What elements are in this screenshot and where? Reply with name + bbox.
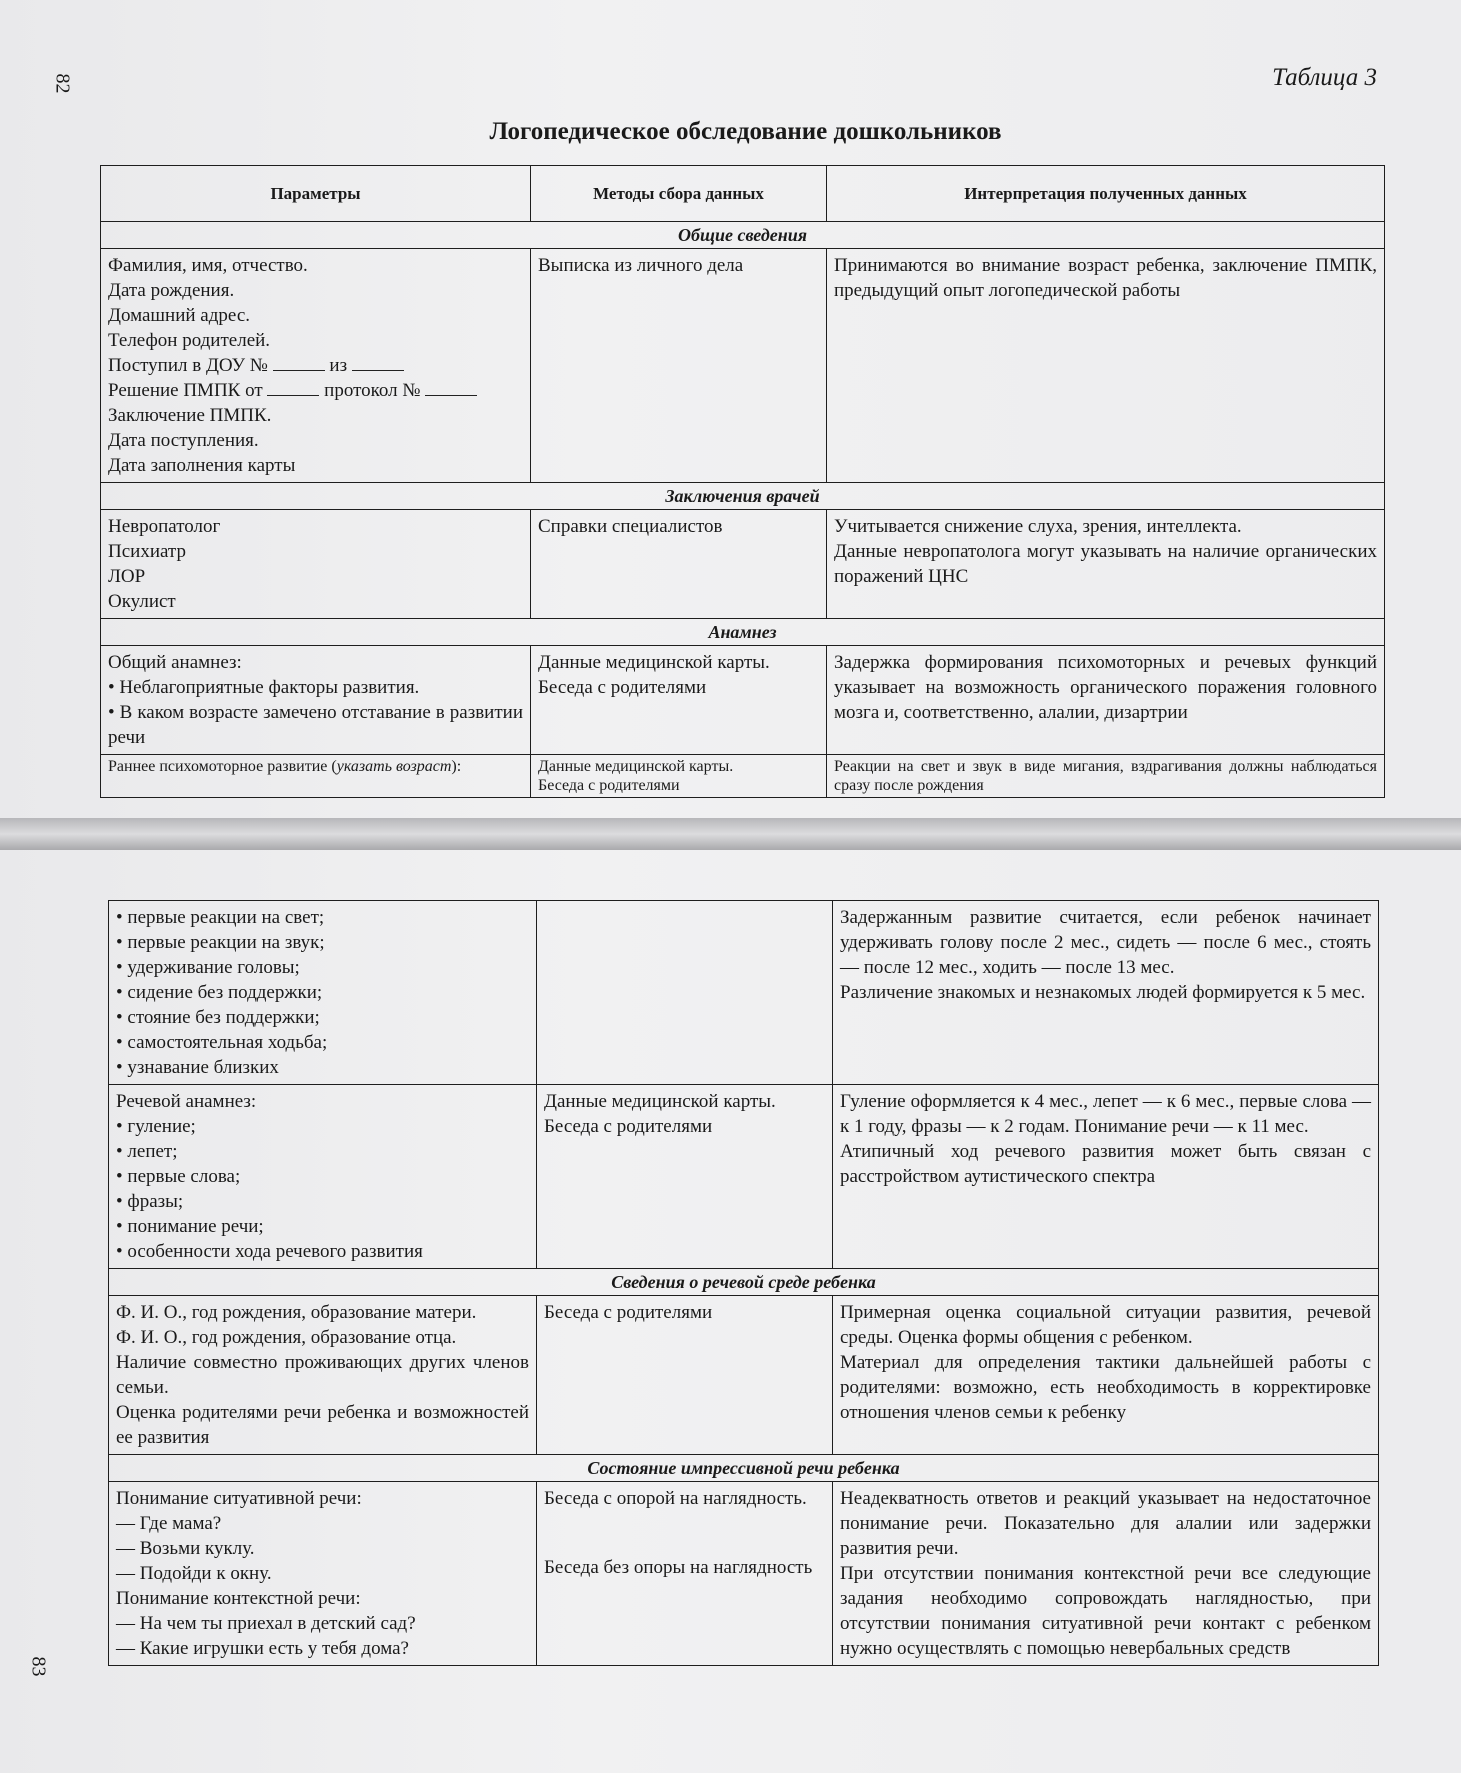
section-row-impressive-speech: Состояние импрессивной речи ребенка: [109, 1455, 1379, 1482]
blank-line: [267, 381, 319, 396]
assessment-table-part-1: [100, 165, 1385, 798]
column-header-methods: Методы сбора данных: [531, 166, 827, 222]
doctors-params-cell: Невропатолог Психиатр ЛОР Окулист: [101, 510, 531, 619]
page-82: [0, 0, 1461, 818]
early-motor-params-cell: Раннее психомоторное развитие (указать возраст):: [101, 755, 531, 798]
speech-anamnesis-method-cell: Данные медицинской карты. Беседа с родителями: [537, 1085, 833, 1269]
page-number: 83: [27, 1656, 50, 1677]
document-title: Логопедическое обследование дошкольников: [489, 118, 1002, 145]
early-motor-cont-method-cell: [537, 901, 833, 1085]
blank-line: [352, 356, 404, 371]
general-interp-cell: Принимаются во внимание возраст ребенка, заключение ПМПК, предыдущий опыт логопедической работы: [827, 249, 1385, 483]
column-header-parameters: Параметры: [101, 166, 531, 222]
speech-anamnesis-params-cell: Речевой анамнез: • гуление; • лепет; • первые слова; • фразы; • понимание речи; • особенности хода речевого развития: [109, 1085, 537, 1269]
table-row: [109, 1296, 1379, 1455]
column-header-interpretation: Интерпретация полученных данных: [827, 166, 1385, 222]
table-row: [101, 646, 1385, 755]
impressive-method-cell: Беседа с опорой на наглядность. Беседа без опоры на наглядность: [537, 1482, 833, 1666]
table-row: [101, 755, 1385, 798]
table-row: [109, 1482, 1379, 1666]
early-motor-cont-params-cell: • первые реакции на свет; • первые реакции на звук; • удерживание головы; • сидение без поддержки; • стояние без поддержки; • самостоятельная ходьба; • узнавание близких: [109, 901, 537, 1085]
general-anamnesis-interp-cell: Задержка формирования психомоторных и речевых функций указывает на возможность органического поражения головного мозга и, соответственно, алалии, дизартрии: [827, 646, 1385, 755]
early-motor-method-cell: Данные медицинской карты. Беседа с родителями: [531, 755, 827, 798]
table-row: [101, 510, 1385, 619]
blank-line: [425, 381, 477, 396]
early-motor-cont-interp-cell: Задержанным развитие считается, если ребенок начинает удерживать голову после 2 мес., сидеть — после 6 мес., стоять — после 12 мес., ходить — после 13 мес. Различение знакомых и незнакомых людей формируется к 5 мес.: [833, 901, 1379, 1085]
section-row-general: Общие сведения: [101, 222, 1385, 249]
table-caption: Таблица 3: [1272, 64, 1377, 91]
table-row: [109, 1085, 1379, 1269]
general-method-cell: Выписка из личного дела: [531, 249, 827, 483]
speech-env-interp-cell: Примерная оценка социальной ситуации развития, речевой среды. Оценка формы общения с ребенком. Материал для определения тактики дальнейшей работы с родителями: возможно, есть необходимость в корректировке отношения членов семьи к ребенку: [833, 1296, 1379, 1455]
section-row-speech-env: Сведения о речевой среде ребенка: [109, 1269, 1379, 1296]
table-row: [101, 249, 1385, 483]
general-anamnesis-params-cell: Общий анамнез: • Неблагоприятные факторы развития. • В каком возрасте замечено отставание в развитии речи: [101, 646, 531, 755]
doctors-interp-cell: Учитывается снижение слуха, зрения, интеллекта. Данные невропатолога могут указывать на наличие органических поражений ЦНС: [827, 510, 1385, 619]
speech-anamnesis-interp-cell: Гуление оформляется к 4 мес., лепет — к 6 мес., первые слова — к 1 году, фразы — к 2 годам. Понимание речи — к 11 мес. Атипичный ход речевого развития может быть связан с расстройством аутистического спектра: [833, 1085, 1379, 1269]
speech-env-params-cell: Ф. И. О., год рождения, образование матери. Ф. И. О., год рождения, образование отца. Наличие совместно проживающих других членов семьи. Оценка родителями речи ребенка и возможностей ее развития: [109, 1296, 537, 1455]
impressive-params-cell: Понимание ситуативной речи: — Где мама? — Возьми куклу. — Подойди к окну. Понимание контекстной речи: — На чем ты приехал в детский сад? — Какие игрушки есть у тебя дома?: [109, 1482, 537, 1666]
blank-line: [273, 356, 325, 371]
early-motor-interp-cell: Реакции на свет и звук в виде мигания, вздрагивания должны наблюдаться сразу после рождения: [827, 755, 1385, 798]
section-row-anamnesis: Анамнез: [101, 619, 1385, 646]
section-row-doctors: Заключения врачей: [101, 483, 1385, 510]
header-row: [101, 166, 1385, 222]
table-row: [109, 901, 1379, 1085]
general-anamnesis-method-cell: Данные медицинской карты. Беседа с родителями: [531, 646, 827, 755]
speech-env-method-cell: Беседа с родителями: [537, 1296, 833, 1455]
impressive-interp-cell: Неадекватность ответов и реакций указывает на недостаточное понимание речи. Показательно для алалии или задержки развития речи. При отсутствии понимания контекстной речи все следующие задания необходимо сопровождать наглядностью, при отсутствии понимания ситуативной речи контакт с ребенком нужно осуществлять с помощью невербальных средств: [833, 1482, 1379, 1666]
book-spine-gutter: [0, 818, 1461, 850]
doctors-method-cell: Справки специалистов: [531, 510, 827, 619]
page-number: 82: [51, 73, 74, 94]
general-params-cell: Фамилия, имя, отчество. Дата рождения. Домашний адрес. Телефон родителей. Поступил в ДОУ № из Решение ПМПК от протокол № Заключение ПМПК. Дата поступления. Дата заполнения карты: [101, 249, 531, 483]
assessment-table-part-2: [108, 900, 1379, 1666]
